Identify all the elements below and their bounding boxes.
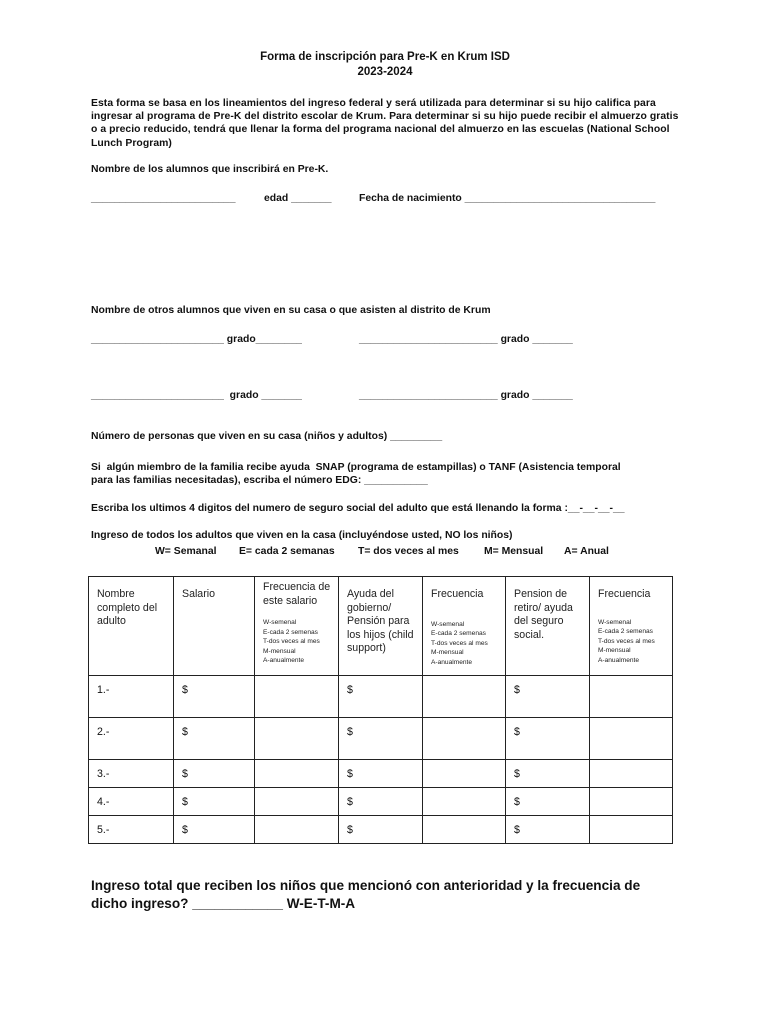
sibling-2-field[interactable]: ________________________ grado _______ [359,334,573,345]
pension-cell[interactable]: $ [506,816,590,844]
freq-aid-cell[interactable] [423,788,506,816]
student-age-field[interactable]: edad _______ [264,193,332,204]
edg-number-field[interactable]: para las familias necesitadas), escriba el número EDG: ___________ [91,475,428,486]
col-header-freq-pension-label: Frecuencia [598,588,651,600]
freq-salary-cell[interactable] [255,816,339,844]
freq-codes-list: W-semenal E-cada 2 semenas T-dos veces al mes M-mensual A-anualmente [263,619,320,664]
freq-aid-cell[interactable] [423,816,506,844]
income-table [88,576,673,844]
intro-paragraph: Esta forma se basa en los lineamientos del ingreso federal y será utilizada para determinar si su hijo califica para ingresar al programa de Pre-K del distrito escolar de Krum. Para determinar si su hijo puede recibir el almuerzo gratis o a precio reducido, tendrá que llenar la forma del programa nacional del almuerzo en las escuelas (National School Lunch Program) [91,98,679,149]
table-row [89,718,673,760]
salary-cell[interactable]: $ [174,676,255,718]
col-header-salary: Salario [174,577,255,676]
row-number[interactable]: 1.- [89,676,174,718]
sibling-3-field[interactable]: _______________________ grado _______ [91,390,302,401]
col-header-freq-salary [255,577,339,676]
household-size-field[interactable]: Número de personas que viven en su casa (niños y adultos) _________ [91,431,443,442]
aid-cell[interactable]: $ [339,676,423,718]
col-header-freq-aid-label: Frecuencia [431,588,484,600]
income-label: Ingreso de todos los adultos que viven en la casa (incluyéndose usted, NO los niños) [91,530,513,541]
row-number[interactable]: 2.- [89,718,174,760]
freq-pension-cell[interactable] [590,788,673,816]
col-header-pension: Pension de retiro/ ayuda del seguro social. [506,577,590,676]
pension-cell[interactable]: $ [506,760,590,788]
freq-aid-cell[interactable] [423,760,506,788]
table-row [89,788,673,816]
freq-salary-cell[interactable] [255,676,339,718]
freq-annual: A= Anual [564,546,609,557]
salary-cell[interactable]: $ [174,816,255,844]
sibling-1-field[interactable]: _______________________ grado________ [91,334,302,345]
row-number[interactable]: 4.- [89,788,174,816]
salary-cell[interactable]: $ [174,760,255,788]
aid-cell[interactable]: $ [339,718,423,760]
ssn-last4-field[interactable]: Escriba los ultimos 4 digitos del numero de seguro social del adulto que está llenando la forma :__-__-__-__ [91,503,625,514]
children-income-line2: dicho ingreso? ____________ W-E-T-M-A [91,896,356,911]
students-label: Nombre de los alumnos que inscribirá en Pre-K. [91,164,329,175]
student-name-field[interactable]: _________________________ [91,193,236,204]
table-row [89,760,673,788]
col-header-aid: Ayuda del gobierno/ Pensión para los hijos (child support) [339,577,423,676]
freq-salary-cell[interactable] [255,788,339,816]
pension-cell[interactable]: $ [506,676,590,718]
pension-cell[interactable]: $ [506,718,590,760]
col-header-freq-salary-label: Frecuencia de este salario [263,581,331,607]
freq-salary-cell[interactable] [255,760,339,788]
children-income-question[interactable] [91,877,691,913]
salary-cell[interactable]: $ [174,718,255,760]
row-number[interactable]: 5.- [89,816,174,844]
freq-pension-cell[interactable] [590,816,673,844]
row-number[interactable]: 3.- [89,760,174,788]
freq-salary-cell[interactable] [255,718,339,760]
freq-aid-cell[interactable] [423,718,506,760]
col-header-freq-pension [590,577,673,676]
table-row [89,676,673,718]
freq-codes-list: W-semenal E-cada 2 semenas T-dos veces al mes M-mensual A-anualmente [431,620,488,666]
freq-twice-monthly: T= dos veces al mes [358,546,459,557]
freq-monthly: M= Mensual [484,546,544,557]
salary-cell[interactable]: $ [174,788,255,816]
sibling-4-field[interactable]: ________________________ grado _______ [359,390,573,401]
col-header-freq-aid [423,577,506,676]
form-title: Forma de inscripción para Pre-K en Krum ISD [260,51,510,63]
aid-cell[interactable]: $ [339,788,423,816]
table-row [89,816,673,844]
student-dob-field[interactable]: Fecha de nacimiento _________________________________ [359,193,656,204]
freq-biweekly: E= cada 2 semanas [239,546,335,557]
freq-weekly: W= Semanal [155,546,217,557]
freq-codes-list: W-semenal E-cada 2 semenas T-dos veces al mes M-mensual A-anualmente [598,618,655,664]
aid-cell[interactable]: $ [339,760,423,788]
children-income-line1: Ingreso total que reciben los niños que mencionó con anterioridad y la frecuencia de [91,878,641,893]
freq-pension-cell[interactable] [590,760,673,788]
aid-cell[interactable]: $ [339,816,423,844]
freq-pension-cell[interactable] [590,718,673,760]
freq-pension-cell[interactable] [590,676,673,718]
pension-cell[interactable]: $ [506,788,590,816]
col-header-name: Nombre completo del adulto [89,577,174,676]
siblings-label: Nombre de otros alumnos que viven en su casa o que asisten al distrito de Krum [91,305,491,316]
freq-aid-cell[interactable] [423,676,506,718]
form-year: 2023-2024 [357,66,413,78]
table-header-row [89,577,673,676]
snap-tanf-text: Si algún miembro de la familia recibe ayuda SNAP (programa de estampillas) o TANF (Asistencia temporal [91,462,621,473]
